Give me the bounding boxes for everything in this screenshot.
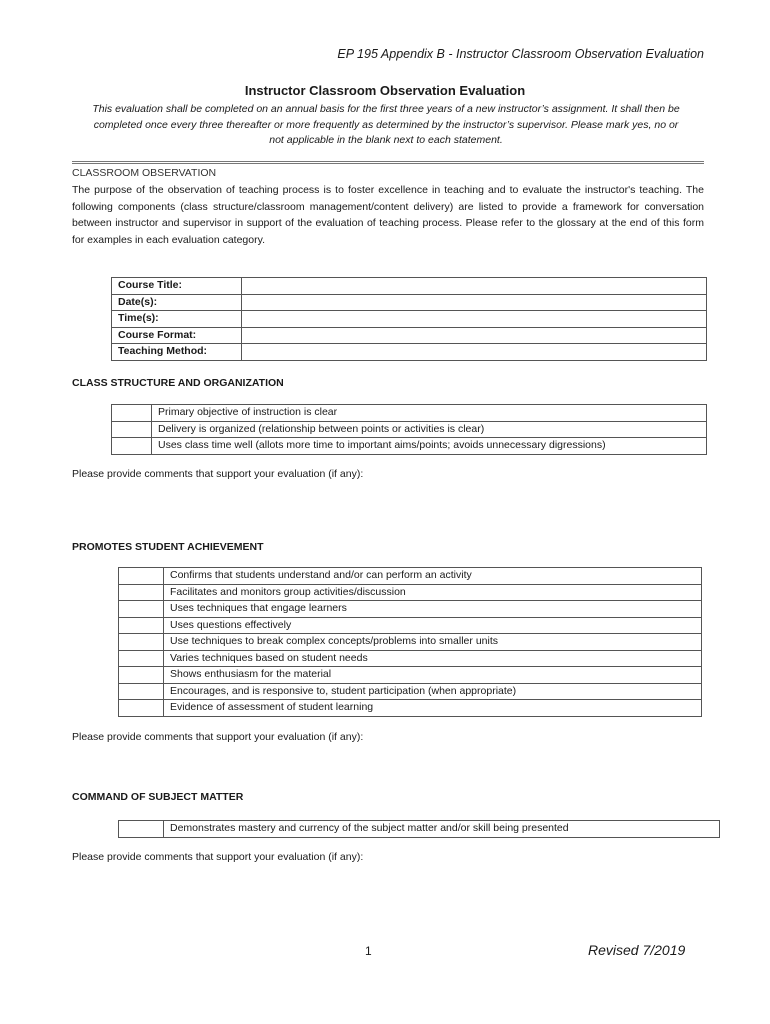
comments-prompt: Please provide comments that support your evaluation (if any): (72, 851, 364, 863)
response-blank[interactable] (112, 438, 152, 455)
course-title-field[interactable] (242, 278, 707, 295)
response-blank[interactable] (119, 667, 164, 684)
response-blank[interactable] (119, 584, 164, 601)
statement: Encourages, and is responsive to, student participation (when appropriate) (164, 683, 702, 700)
response-blank[interactable] (119, 601, 164, 618)
table-row (119, 634, 702, 651)
statement: Confirms that students understand and/or can perform an activity (164, 568, 702, 585)
course-format-field[interactable] (242, 327, 707, 344)
statement: Delivery is organized (relationship between points or activities is clear) (152, 421, 707, 438)
response-blank[interactable] (112, 421, 152, 438)
course-info-table (111, 277, 707, 361)
table-row (119, 617, 702, 634)
response-blank[interactable] (119, 700, 164, 717)
statement: Facilitates and monitors group activities/discussion (164, 584, 702, 601)
course-format-label: Course Format: (112, 327, 242, 344)
page-number: 1 (365, 944, 372, 958)
subject-matter-heading: COMMAND OF SUBJECT MATTER (72, 791, 244, 803)
class-structure-table (111, 404, 707, 455)
statement: Uses questions effectively (164, 617, 702, 634)
table-row (119, 700, 702, 717)
statement: Use techniques to break complex concepts/problems into smaller units (164, 634, 702, 651)
times-label: Time(s): (112, 311, 242, 328)
statement: Evidence of assessment of student learning (164, 700, 702, 717)
course-info-row (112, 294, 707, 311)
dates-field[interactable] (242, 294, 707, 311)
comments-prompt: Please provide comments that support your evaluation (if any): (72, 468, 364, 480)
student-achievement-table (118, 567, 702, 717)
response-blank[interactable] (119, 683, 164, 700)
table-row (119, 683, 702, 700)
table-row (119, 568, 702, 585)
subject-matter-table (118, 820, 720, 838)
course-info-row (112, 278, 707, 295)
table-row (112, 438, 707, 455)
response-blank[interactable] (119, 617, 164, 634)
table-row (119, 650, 702, 667)
table-row (119, 584, 702, 601)
response-blank[interactable] (119, 650, 164, 667)
table-row (119, 667, 702, 684)
response-blank[interactable] (112, 405, 152, 422)
response-blank[interactable] (119, 821, 164, 838)
course-title-label: Course Title: (112, 278, 242, 295)
table-row (119, 601, 702, 618)
times-field[interactable] (242, 311, 707, 328)
statement: Demonstrates mastery and currency of the subject matter and/or skill being presented (164, 821, 720, 838)
page-title: Instructor Classroom Observation Evaluation (244, 83, 526, 98)
statement: Uses class time well (allots more time to important aims/points; avoids unnecessary digressions) (152, 438, 707, 455)
response-blank[interactable] (119, 568, 164, 585)
purpose-paragraph: The purpose of the observation of teaching process is to foster excellence in teaching and to evaluate the instructor's teaching. The following components (class structure/classroom management/content delivery) are listed to provide a framework for conversation between instructor and supervisor in support of the evaluation of teaching process. Please refer to the glossary at the end of this form for examples in each evaluation category. (72, 184, 704, 246)
course-info-row (112, 327, 707, 344)
class-structure-heading: CLASS STRUCTURE AND ORGANIZATION (72, 377, 284, 389)
teaching-method-field[interactable] (242, 344, 707, 361)
table-row (119, 821, 720, 838)
course-info-row (112, 344, 707, 361)
revision-date: Revised 7/2019 (588, 942, 686, 958)
response-blank[interactable] (119, 634, 164, 651)
divider (72, 161, 704, 164)
student-achievement-heading: PROMOTES STUDENT ACHIEVEMENT (72, 541, 264, 553)
table-row (112, 405, 707, 422)
document-reference: EP 195 Appendix B - Instructor Classroom Observation Evaluation (337, 47, 704, 61)
statement: Shows enthusiasm for the material (164, 667, 702, 684)
statement: Primary objective of instruction is clear (152, 405, 707, 422)
teaching-method-label: Teaching Method: (112, 344, 242, 361)
dates-label: Date(s): (112, 294, 242, 311)
classroom-observation-label: CLASSROOM OBSERVATION (72, 167, 217, 179)
intro-instructions: This evaluation shall be completed on an annual basis for the first three years of a new instructor’s assignment. It shall then be completed once every three thereafter or more frequently as determined by the instructor’s supervisor. Please mark yes, no or not applicable in the blank next to each statement. (92, 103, 680, 146)
statement: Varies techniques based on student needs (164, 650, 702, 667)
table-row (112, 421, 707, 438)
comments-prompt: Please provide comments that support your evaluation (if any): (72, 731, 364, 743)
statement: Uses techniques that engage learners (164, 601, 702, 618)
course-info-row (112, 311, 707, 328)
